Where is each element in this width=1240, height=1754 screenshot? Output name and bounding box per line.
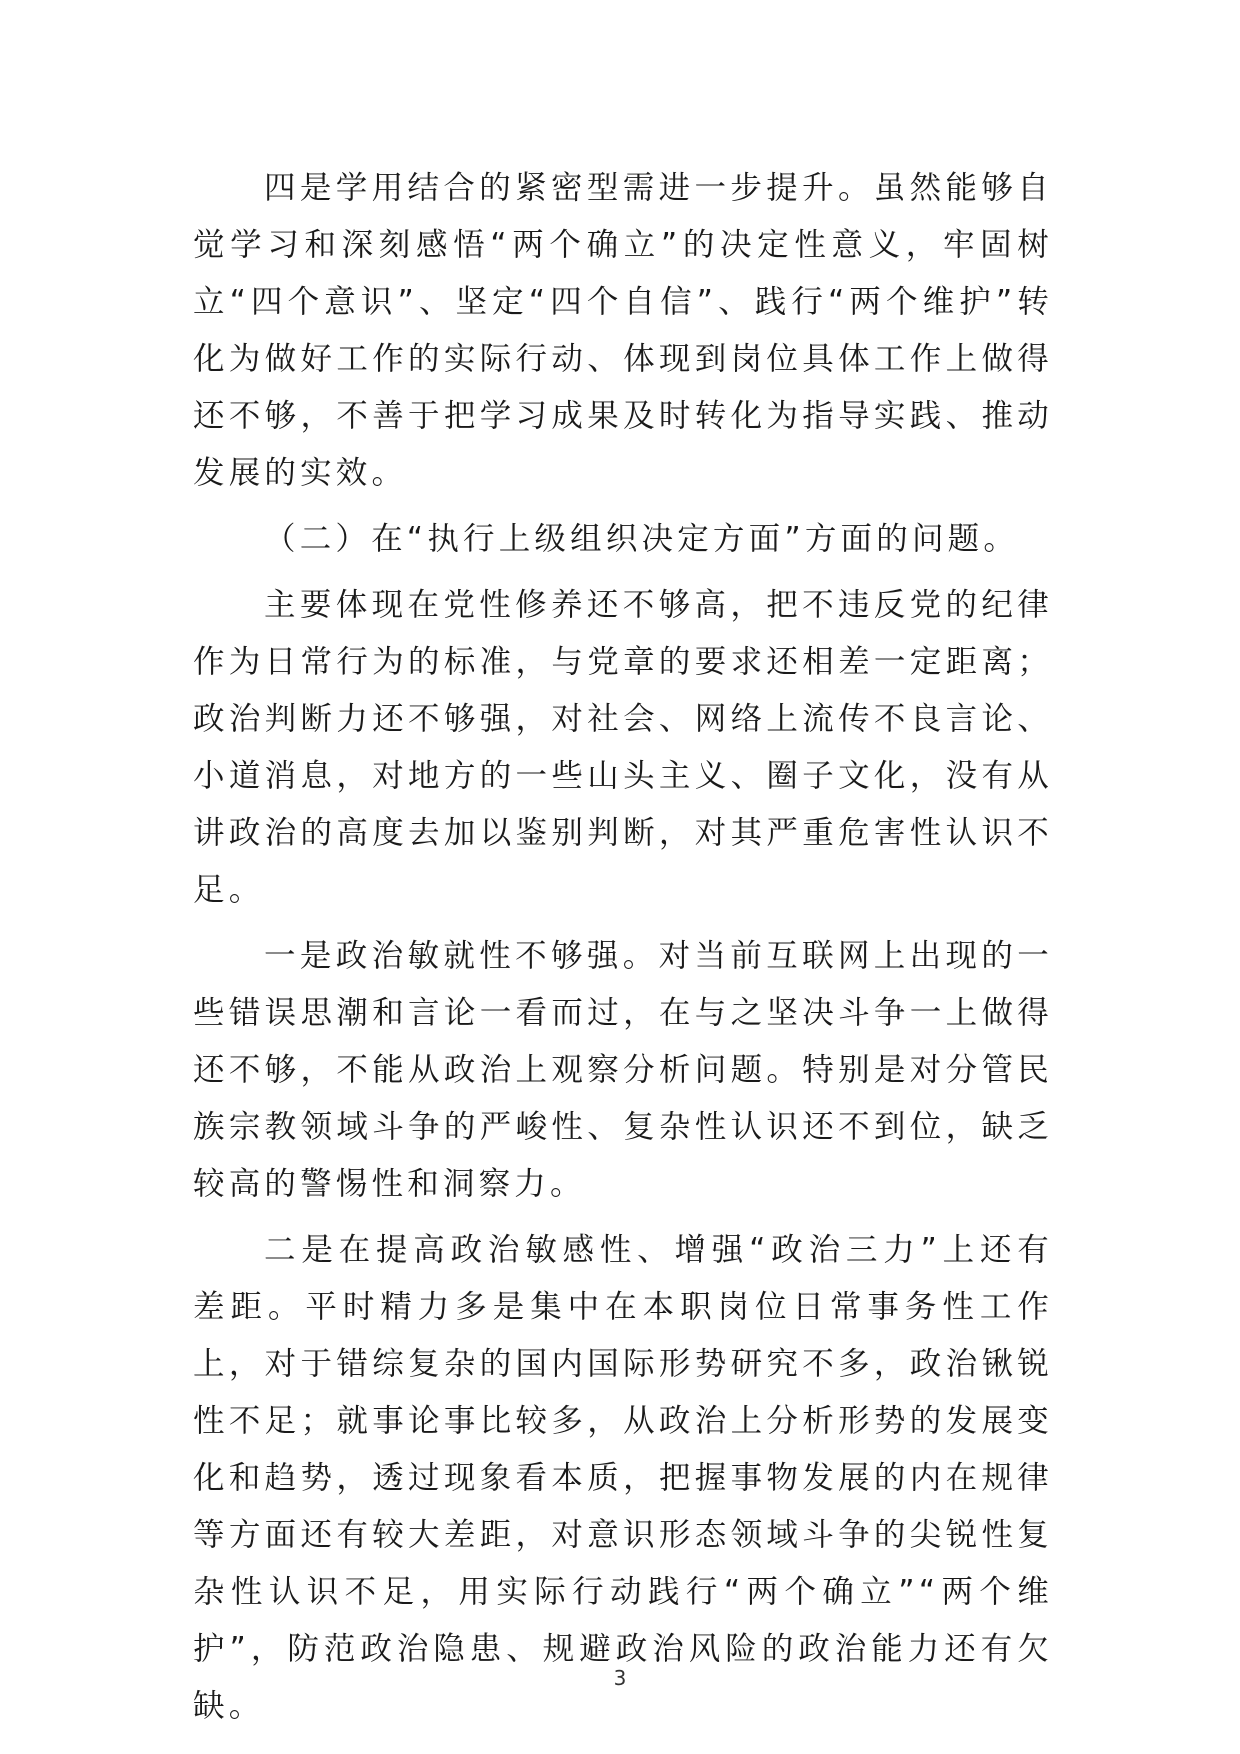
paragraph-party-spirit: 主要体现在党性修养还不够高，把不违反党的纪律作为日常行为的标准，与党章的要求还相差一定距离；政治判断力还不够强，对社会、网络上流传不良言论、小道消息，对地方的一些山头主义、圈子文化，没有从讲政治的高度去加以鉴别判断，对其严重危害性认识不足。 bbox=[193, 587, 1053, 908]
paragraph-political-capability: 二是在提高政治敏感性、增强“政治三力”上还有差距。平时精力多是集中在本职岗位日常事务性工作上，对于错综复杂的国内国际形势研究不多，政治锹锐性不足；就事论事比较多，从政治上分析形势的发展变化和趋势，透过现象看本质，把握事物发展的内在规律等方面还有较大差距，对意识形态领域斗争的尖锐性复杂性认识不足，用实际行动践行“两个确立”“两个维护”，防范政治隐患、规避政治风险的政治能力还有欠缺。 bbox=[193, 1232, 1053, 1724]
paragraph-political-sensitivity: 一是政治敏就性不够强。对当前互联网上出现的一些错误思潮和言论一看而过，在与之坚决斗争一上做得还不够，不能从政治上观察分析问题。特别是对分管民族宗教领域斗争的严峻性、复杂性认识还不到位，缺乏较高的警惕性和洞察力。 bbox=[193, 938, 1053, 1202]
page-number: 3 bbox=[613, 1666, 627, 1690]
document-body bbox=[193, 160, 1053, 1744]
section-heading-execution: （二）在“执行上级组织决定方面”方面的问题。 bbox=[264, 521, 1020, 557]
paragraph-study-application: 四是学用结合的紧密型需进一步提升。虽然能够自觉学习和深刻感悟“两个确立”的决定性意义，牢固树立“四个意识”、坚定“四个自信”、践行“两个维护”转化为做好工作的实际行动、体现到岗位具体工作上做得还不够，不善于把学习成果及时转化为指导实践、推动发展的实效。 bbox=[193, 170, 1053, 491]
